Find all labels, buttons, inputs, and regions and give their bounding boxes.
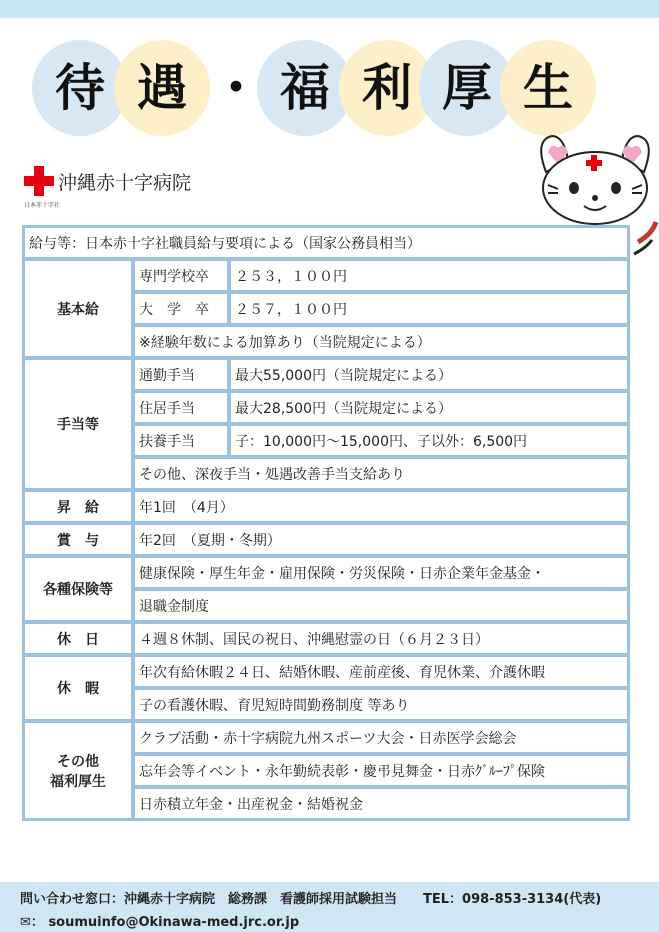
salary-value: ２５３，１００円: [230, 260, 628, 291]
holidays-value: ４週８休制、国民の祝日、沖縄慰霊の日（６月２３日）: [134, 623, 628, 654]
welfare-line: クラブ活動・赤十字病院九州スポーツ大会・日赤医学会総会: [134, 722, 628, 753]
contact-info: 問い合わせ窓口：沖縄赤十字病院 総務課 看護師採用試験担当 TEL：098-853-3134(代表): [20, 892, 602, 907]
row-header-other-welfare: [24, 722, 132, 819]
salary-note: ※経験年数による加算あり（当院規定による）: [134, 326, 628, 357]
row-header-allowances: 手当等: [24, 359, 132, 489]
allowance-value: 最大55,000円（当院規定による）: [230, 359, 628, 390]
title-char: 生: [523, 59, 573, 117]
contact-footer: [0, 882, 659, 932]
title-char: 遇: [137, 59, 187, 117]
allowance-value: 最大28,500円（当院規定による）: [230, 392, 628, 423]
insurance-line: 退職金制度: [134, 590, 628, 621]
other-welfare-header-line: その他: [57, 753, 99, 770]
email-address[interactable]: soumuinfo@Okinawa-med.jrc.or.jp: [48, 915, 300, 930]
title-char: 福: [280, 59, 330, 117]
allowance-label: 住居手当: [134, 392, 228, 423]
leave-line: 年次有給休暇２４日、結婚休暇、産前産後、育児休業、介護休暇: [134, 656, 628, 687]
mail-icon: ✉: [20, 915, 31, 930]
red-cross-icon: [24, 166, 54, 196]
row-header-bonus: 賞 与: [24, 524, 132, 555]
row-header-insurance: 各種保険等: [24, 557, 132, 621]
salary-label: 大 学 卒: [134, 293, 228, 324]
bonus-value: 年2回 （夏期・冬期）: [134, 524, 628, 555]
leave-line: 子の看護休暇、育児短時間勤務制度 等あり: [134, 689, 628, 720]
salary-basis: 給与等：日本赤十字社職員給与要項による（国家公務員相当）: [24, 227, 628, 258]
allowance-value: 子：10,000円～15,000円、子以外：6,500円: [230, 425, 628, 456]
top-band: [0, 0, 659, 18]
salary-label: 専門学校卒: [134, 260, 228, 291]
logo-subtext: 日本赤十字社: [24, 202, 61, 209]
title-char: 厚: [442, 59, 492, 117]
title-char: 利: [362, 59, 412, 117]
welfare-line: 日赤積立年金・出産祝金・結婚祝金: [134, 788, 628, 819]
salary-value: ２５７，１００円: [230, 293, 628, 324]
allowance-label: 通勤手当: [134, 359, 228, 390]
insurance-line: 健康保険・厚生年金・雇用保険・労災保険・日赤企業年金基金・: [134, 557, 628, 588]
title-char: ・: [211, 59, 261, 117]
row-header-base-salary: 基本給: [24, 260, 132, 357]
row-header-raise: 昇 給: [24, 491, 132, 522]
raise-value: 年1回 （4月）: [134, 491, 628, 522]
allowance-note: その他、深夜手当・処遇改善手当支給あり: [134, 458, 628, 489]
allowance-label: 扶養手当: [134, 425, 228, 456]
welfare-line: 忘年会等イベント・永年勤続表彰・慶弔見舞金・日赤ｸﾞﾙｰﾌﾟ保険: [134, 755, 628, 786]
email-line: ✉： soumuinfo@Okinawa-med.jrc.or.jp: [20, 915, 300, 930]
benefits-table: [22, 225, 630, 821]
row-header-holidays: 休 日: [24, 623, 132, 654]
row-header-leave: 休 暇: [24, 656, 132, 720]
title-char: 待: [55, 59, 105, 117]
page-title: [0, 34, 659, 144]
other-welfare-header-line: 福利厚生: [50, 773, 106, 790]
hospital-name: 沖縄赤十字病院: [58, 172, 192, 194]
